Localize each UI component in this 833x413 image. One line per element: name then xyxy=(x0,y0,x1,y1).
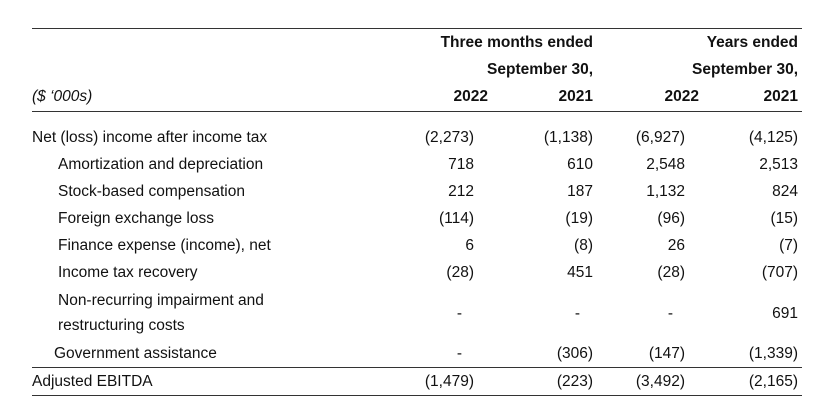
header-years-line2: September 30, xyxy=(692,61,799,78)
row-label: Government assistance xyxy=(32,340,376,368)
cell-value: (2,273) xyxy=(424,129,474,146)
cell-value: (306) xyxy=(492,340,597,368)
row-label-line1: Non-recurring impairment and xyxy=(58,292,264,309)
row-label: Stock-based compensation xyxy=(58,183,245,200)
cell-value: (4,125) xyxy=(748,129,799,146)
row-label: Net (loss) income after income tax xyxy=(32,129,268,146)
cell-value: 1,132 xyxy=(646,183,685,200)
cell-value: (28) xyxy=(446,264,474,281)
header-row-date xyxy=(32,56,802,83)
cell-value: (8) xyxy=(574,237,593,254)
cell-value: (19) xyxy=(565,210,593,227)
year-col-3: 2022 xyxy=(597,83,703,112)
cell-value: (1,479) xyxy=(376,368,492,396)
header-three-months-line1: Three months ended xyxy=(440,34,593,51)
spacer-row xyxy=(32,112,802,125)
row-label xyxy=(32,286,376,340)
row-label: Amortization and depreciation xyxy=(58,156,264,173)
cell-value: 691 xyxy=(772,304,799,322)
cell-value: (223) xyxy=(492,368,597,396)
cell-value: 212 xyxy=(448,183,474,200)
year-col-2: 2021 xyxy=(492,83,597,112)
header-years-line1: Years ended xyxy=(706,34,799,51)
cell-value: 2,513 xyxy=(759,156,799,173)
header-blank xyxy=(32,29,376,56)
table-row xyxy=(32,286,802,340)
cell-value: (1,339) xyxy=(703,340,802,368)
table-row xyxy=(32,124,802,151)
cell-value: 6 xyxy=(465,237,474,254)
header-row-years xyxy=(32,83,802,112)
row-label: Adjusted EBITDA xyxy=(32,368,376,396)
units-label: ($ ‘000s) xyxy=(32,83,376,112)
cell-value: 824 xyxy=(772,183,799,200)
year-col-1: 2022 xyxy=(376,83,492,112)
cell-value: 451 xyxy=(567,264,593,281)
cell-value: (3,492) xyxy=(597,368,703,396)
cell-value: - xyxy=(456,304,462,322)
cell-value: (2,165) xyxy=(703,368,802,396)
table-row xyxy=(32,232,802,259)
ebitda-reconciliation-table xyxy=(32,29,802,396)
cell-value: (147) xyxy=(597,340,703,368)
table-row xyxy=(32,340,802,368)
header-blank xyxy=(32,56,376,83)
table-row-total xyxy=(32,368,802,396)
cell-value: 187 xyxy=(567,183,593,200)
table-row xyxy=(32,205,802,232)
cell-value: (6,927) xyxy=(635,129,685,146)
table-row xyxy=(32,259,802,286)
cell-value: 610 xyxy=(567,156,593,173)
table-row xyxy=(32,178,802,205)
cell-value: (114) xyxy=(438,210,474,227)
cell-value: - xyxy=(376,340,492,368)
row-label: Income tax recovery xyxy=(58,264,198,281)
cell-value: (15) xyxy=(770,210,799,227)
cell-value: - xyxy=(667,304,673,322)
year-col-4: 2021 xyxy=(703,83,802,112)
cell-value: - xyxy=(574,304,580,322)
header-three-months-line2: September 30, xyxy=(487,61,593,78)
header-row-period xyxy=(32,29,802,56)
table-row xyxy=(32,151,802,178)
cell-value: (7) xyxy=(779,237,799,254)
cell-value: (96) xyxy=(657,210,685,227)
row-label: Finance expense (income), net xyxy=(58,237,271,254)
cell-value: 2,548 xyxy=(646,156,685,173)
cell-value: 26 xyxy=(667,237,685,254)
ebitda-reconciliation-table-container xyxy=(32,28,802,396)
row-label: Foreign exchange loss xyxy=(58,210,214,227)
cell-value: (28) xyxy=(657,264,685,281)
row-label-line2: restructuring costs xyxy=(58,317,185,334)
cell-value: 718 xyxy=(448,156,474,173)
cell-value: (1,138) xyxy=(543,129,593,146)
cell-value: (707) xyxy=(761,264,799,281)
